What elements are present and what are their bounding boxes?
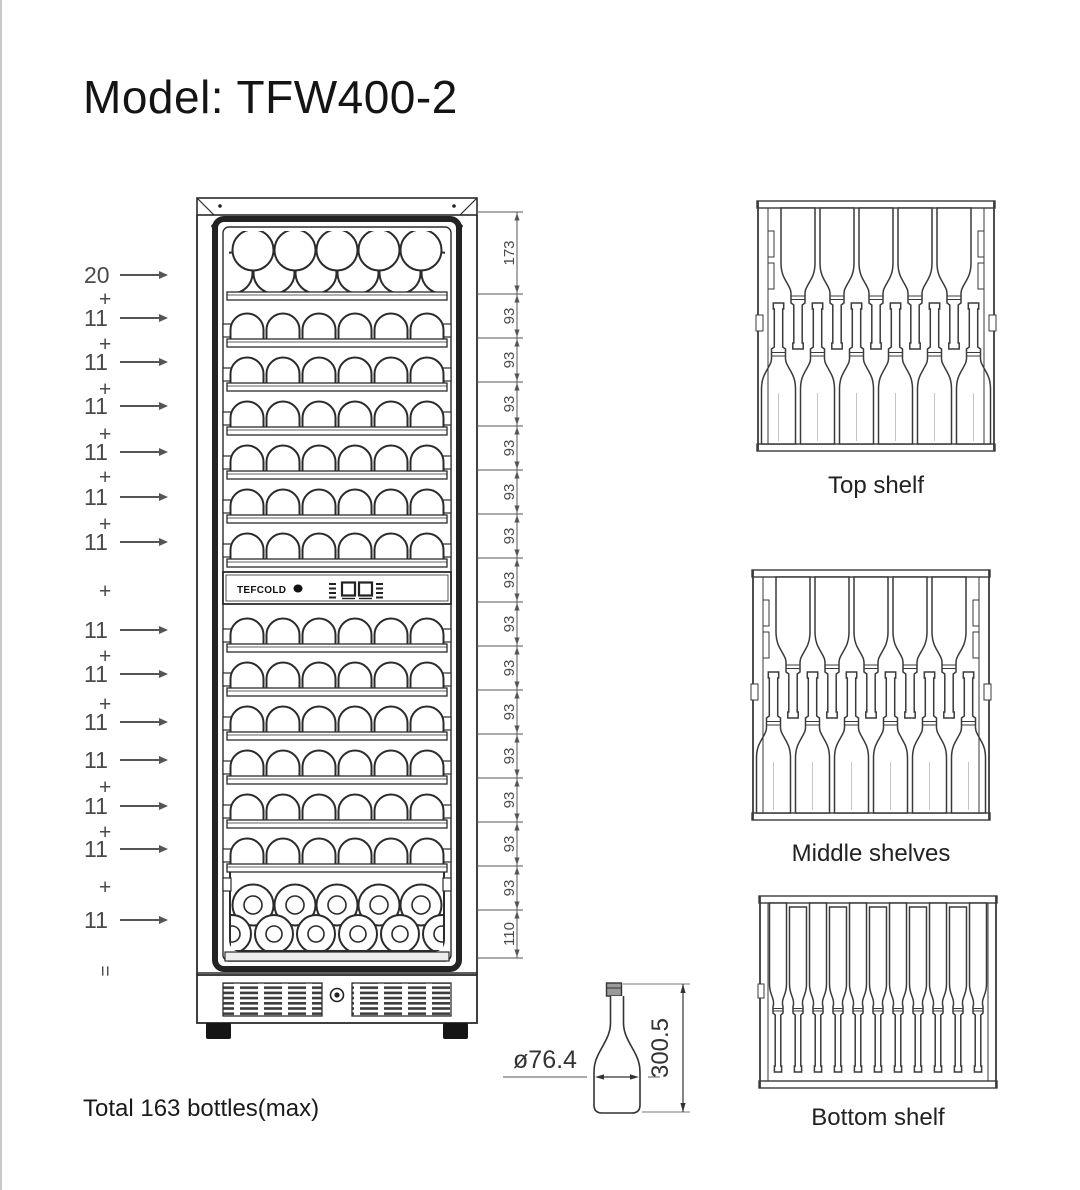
bottle-count-label: 11 [84, 393, 108, 419]
bottle-count-label: 11 [84, 529, 108, 555]
count-arrow [120, 405, 166, 407]
dim-label: 93 [501, 483, 518, 501]
count-arrow [120, 673, 166, 675]
plus-sign: + [99, 513, 112, 536]
plus-sign: + [99, 876, 112, 899]
dim-label: 93 [501, 659, 518, 677]
dim-label: 93 [501, 747, 518, 765]
bottle-diameter-label: ø76.4 [513, 1046, 577, 1074]
dim-label: 93 [501, 835, 518, 853]
bottle-count-label: 11 [84, 439, 108, 465]
count-arrow [120, 317, 166, 319]
top-shelf-figure [755, 197, 997, 455]
dim-label: 93 [501, 879, 518, 897]
bottom-shelf-caption: Bottom shelf [811, 1104, 945, 1131]
equals-sign: = [93, 965, 115, 977]
dim-label: 93 [501, 703, 518, 721]
bottle-dimension-figure [490, 975, 715, 1125]
dim-label: 93 [501, 307, 518, 325]
bottle-count-label: 11 [84, 836, 108, 862]
dim-label: 110 [501, 922, 518, 946]
total-note: Total 163 bottles(max) [83, 1095, 320, 1122]
plus-sign: + [99, 423, 112, 446]
dim-label: 173 [501, 240, 518, 266]
bottle-count-label: 20 [84, 262, 110, 288]
count-arrow [120, 805, 166, 807]
count-arrow [120, 848, 166, 850]
bottom-shelf-figure [757, 892, 999, 1092]
count-arrow [120, 274, 166, 276]
dim-label: 93 [501, 571, 518, 589]
dim-label: 93 [501, 439, 518, 457]
plus-sign: + [99, 288, 112, 311]
middle-shelves-figure [750, 566, 992, 824]
count-arrow [120, 629, 166, 631]
bottle-count-label: 11 [84, 747, 108, 773]
model-title: Model: TFW400-2 [83, 71, 458, 123]
bottle-count-label: 11 [84, 349, 108, 375]
plus-sign: + [99, 693, 112, 716]
plus-sign: + [99, 466, 112, 489]
count-arrow [120, 451, 166, 453]
bottle-count-label: 11 [84, 305, 108, 331]
bottle-count-label: 11 [84, 484, 108, 510]
bottle-count-label: 11 [84, 907, 108, 933]
dim-label: 93 [501, 615, 518, 633]
plus-sign: + [99, 378, 112, 401]
plus-sign: + [99, 821, 112, 844]
dimension-chain [477, 195, 569, 985]
plus-sign: + [99, 580, 112, 603]
dim-label: 93 [501, 527, 518, 545]
bottle-count-label: 11 [84, 661, 108, 687]
top-shelf-caption: Top shelf [827, 472, 925, 499]
bottle-count-label: 11 [84, 617, 108, 643]
count-arrow [120, 759, 166, 761]
plus-sign: + [99, 333, 112, 356]
plus-sign: + [99, 776, 112, 799]
plus-sign: + [99, 645, 112, 668]
left-edge-line [0, 0, 2, 1190]
dim-label: 93 [501, 791, 518, 809]
count-arrow [120, 721, 166, 723]
count-arrow [120, 496, 166, 498]
count-arrow [120, 541, 166, 543]
count-arrow [120, 361, 166, 363]
count-arrow [120, 919, 166, 921]
brand-logo-text: TEFCOLD [237, 585, 287, 596]
bottle-count-label: 11 [84, 793, 108, 819]
middle-shelves-caption: Middle shelves [791, 840, 951, 867]
bottle-count-label: 11 [84, 709, 108, 735]
dim-label: 93 [501, 395, 518, 413]
dim-label: 93 [501, 351, 518, 369]
bottle-height-label: 300.5 [647, 1017, 674, 1079]
